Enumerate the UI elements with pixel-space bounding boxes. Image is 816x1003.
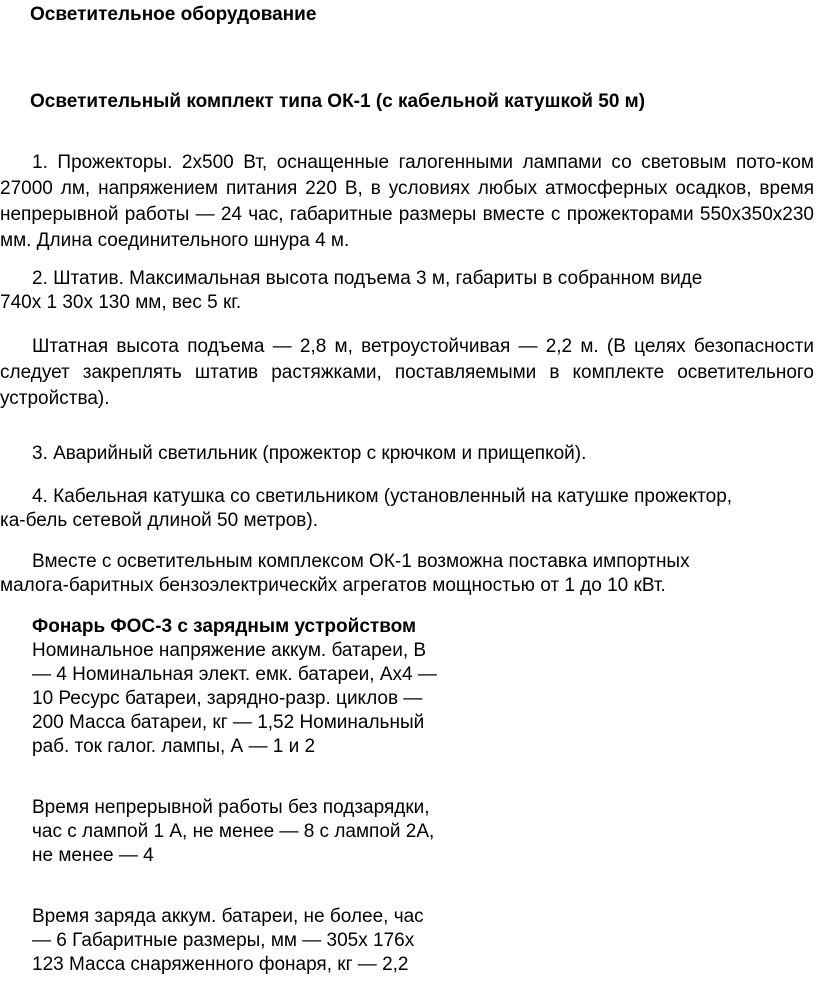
item-4-line-2: ка-бель сетевой длиной 50 метров).: [0, 510, 319, 531]
spec-line: час с лампой 1 А, не менее — 8 с лампой 2А,: [32, 821, 435, 842]
spec-line: 123 Масса снаряженного фонаря, кг — 2,2: [32, 954, 409, 975]
spec-line: Время непрерывной работы без подзарядки,: [32, 797, 430, 818]
spec-line: — 4 Номинальная элект. емк. батареи, Ах4 —: [32, 664, 437, 685]
spec-line: раб. ток галог. лампы, А — 1 и 2: [32, 736, 316, 757]
kit-heading: Осветительный комплект типа ОК-1 (с кабельной катушкой 50 м): [30, 91, 646, 112]
spec-line: 200 Масса батареи, кг — 1,52 Номинальный: [32, 712, 425, 733]
tripod-note-paragraph: Штатная высота подъема — 2,8 м, ветроустойчивая — 2,2 м. (В целях безопасности следует закреплять штатив растяжками, поставляемыми в комплекте осветительного устройства).: [0, 336, 814, 409]
item-2-line-2: 740х 1 30х 130 мм, вес 5 кг.: [0, 292, 242, 313]
spec-line: — 6 Габаритные размеры, мм — 305х 176х: [32, 930, 415, 951]
item-2-line-1: 2. Штатив. Максимальная высота подъема 3 м, габариты в собранном виде: [32, 268, 703, 289]
item-3-line: 3. Аварийный светильник (прожектор с крючком и прищепкой).: [32, 443, 587, 464]
lantern-heading: Фонарь ФОС-3 с зарядным устройством: [32, 616, 417, 637]
spec-line: Время заряда аккум. батареи, не более, час: [32, 906, 424, 927]
item-1-paragraph: 1. Прожекторы. 2х500 Вт, оснащенные галогенными лампами со световым пото-ком 27000 лм, напряжением питания 220 В, в условиях любых атмосферных осадков, время непрерывной работы — 24 час, габаритные размеры вместе с прожекторами 550х350х230 мм. Длина соединительного шнура 4 м.: [0, 152, 814, 251]
spec-line: 10 Ресурс батареи, зарядно-разр. циклов —: [32, 688, 423, 709]
spec-line: Номинальное напряжение аккум. батареи, В: [32, 640, 427, 661]
spec-line: не менее — 4: [32, 845, 154, 866]
supply-line-1: Вместе с осветительным комплексом ОК-1 возможна поставка импортных: [32, 551, 690, 572]
item-4-line-1: 4. Кабельная катушка со светильником (установленный на катушке прожектор,: [32, 486, 733, 507]
supply-line-2: малога-баритных бензоэлектрическйх агрегатов мощностью от 1 до 10 кВт.: [0, 575, 666, 596]
document-title: Осветительное оборудование: [30, 4, 317, 25]
